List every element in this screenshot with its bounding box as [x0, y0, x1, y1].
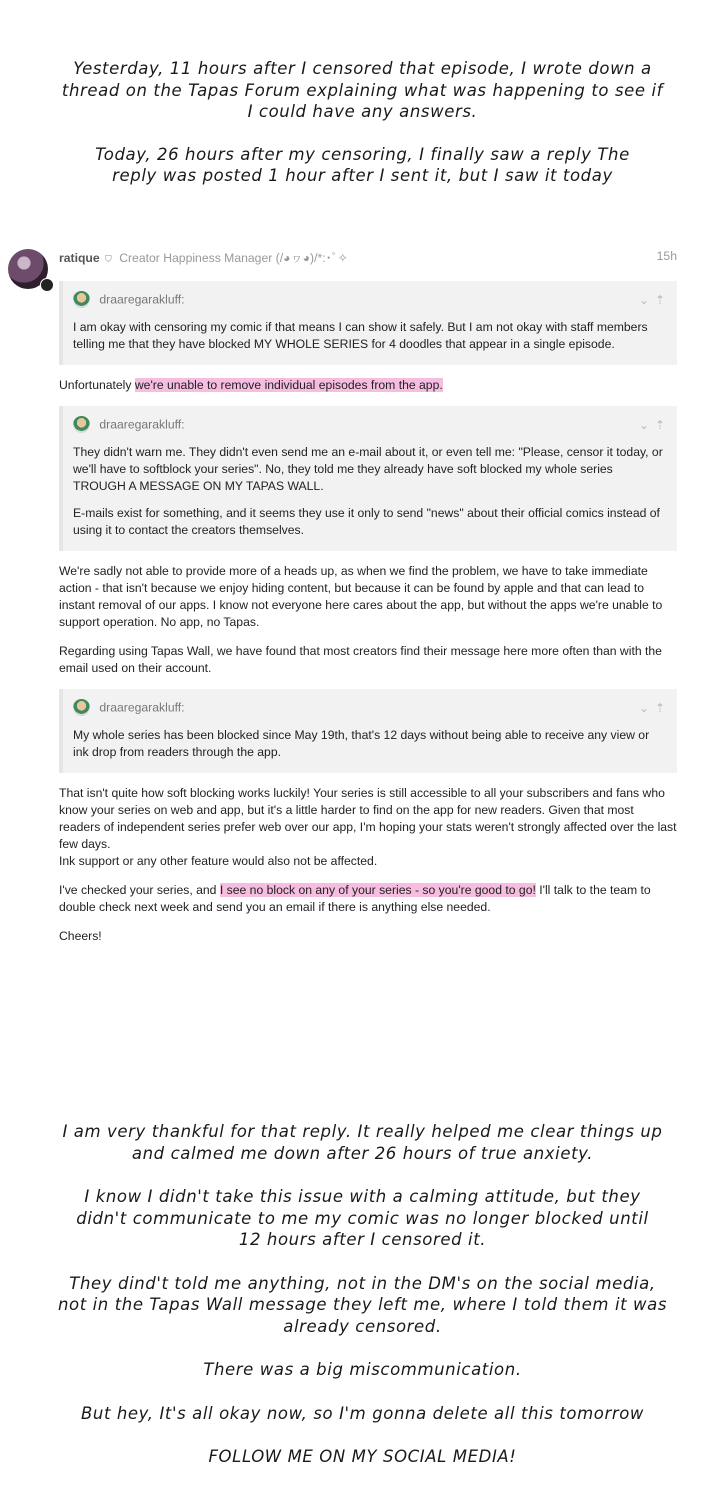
quote-block	[59, 406, 677, 551]
chevron-down-icon[interactable]: ⌄	[638, 701, 649, 715]
caption-line: Yesterday, 11 hours after I censored that episode, I wrote down a thread on the Tapas Forum explaining what was happening to see if I could have any answers.	[61, 59, 664, 121]
bottom-caption	[0, 1121, 725, 1490]
quote-avatar	[73, 416, 90, 433]
reply-paragraph	[59, 785, 677, 853]
caption-line: I am very thankful for that reply. It really helped me clear things up and calmed me down after 26 hours of true anxiety.	[62, 1122, 663, 1163]
highlighted-text: I see no block on any of your series - so you're good to go!	[219, 883, 536, 897]
quote-header	[73, 291, 665, 313]
quote-block	[59, 689, 677, 773]
reply-paragraph: Regarding using Tapas Wall, we have found that most creators find their message here more often than with the email used on their account.	[59, 644, 662, 675]
quote-text: My whole series has been blocked since May 19th, that's 12 days without being able to receive any view or ink drop from readers through the app.	[73, 728, 650, 759]
caption-line: I know I didn't take this issue with a calming attitude, but they didn't communicate to me my comic was no longer blocked until 12 hours after I censored it.	[76, 1187, 649, 1249]
post-header	[59, 249, 677, 265]
reply-text: Unfortunately	[59, 378, 135, 392]
caption-line: There was a big miscommunication.	[203, 1360, 522, 1379]
arrow-up-icon[interactable]: ⇡	[654, 701, 665, 715]
post-time[interactable]: 15h	[656, 249, 677, 263]
reply-text: That isn't quite how soft blocking works luckily! Your series is still accessible to all your subscribers and fans who know your series on web and app, but it's a little harder to find on the app for new readers. Given that most readers of independent series prefer web over our app, I'm hoping your stats weren't strongly affected over the last few days.	[59, 786, 677, 851]
caption-line: Today, 26 hours after my censoring, I finally saw a reply The reply was posted 1 hour after I sent it, but I saw it today	[95, 144, 630, 185]
quote-header	[73, 699, 665, 721]
reply-text: I've checked your series, and	[59, 883, 220, 897]
quote-text: E-mails exist for something, and it seems they use it only to send "news" about their official comics instead of using it to contact the creators themselves.	[73, 506, 660, 537]
chevron-down-icon[interactable]: ⌄	[638, 418, 649, 432]
quote-author: draaregarakluff:	[99, 700, 185, 715]
quote-text: They didn't warn me. They didn't even send me an e-mail about it, or even tell me: "Please, censor it today, or we'll have to softblock your series". No, they told me they already have soft blocked my whole series TROUGH A MESSAGE ON MY TAPAS WALL.	[73, 445, 663, 493]
sign-off: Cheers!	[59, 929, 102, 943]
arrow-up-icon[interactable]: ⇡	[654, 418, 665, 432]
user-title: Creator Happiness Manager (/◕ヮ◕)/*:･ﾟ✧	[119, 251, 349, 265]
caption-line: But hey, It's all okay now, so I'm gonna delete all this tomorrow	[80, 1403, 645, 1423]
quote-text: I am okay with censoring my comic if that means I can show it safely. But I am not okay with staff members telling me that they have blocked MY WHOLE SERIES for 4 doodles that appear in a single episode.	[73, 320, 648, 351]
reply-paragraph: We're sadly not able to provide more of a heads up, as when we find the problem, we have to take immediate action - that isn't because we enjoy hiding content, but because it can be found by apple and that can lead to instant removal of our apps. I know not everyone here cares about the app, but without the apps we're unable to support operation. No app, no Tapas.	[59, 564, 663, 629]
quote-avatar	[73, 291, 90, 308]
reply-paragraph	[59, 882, 677, 916]
username[interactable]: ratique	[59, 251, 100, 265]
shield-icon: ⛉	[105, 254, 112, 264]
caption-line: They dind't told me anything, not in the DM's on the social media, not in the Tapas Wall message they left me, where I told them it was already censored.	[57, 1273, 668, 1336]
chevron-down-icon[interactable]: ⌄	[638, 293, 649, 307]
badge-icon	[40, 278, 54, 292]
arrow-up-icon[interactable]: ⇡	[654, 293, 665, 307]
reply-text: I'll talk to the team to double check next week and send you an email if there is anything else needed.	[59, 883, 651, 914]
highlighted-text: we're unable to remove individual episodes from the app.	[134, 378, 443, 392]
reply-paragraph: Ink support or any other feature would also not be affected.	[59, 854, 378, 868]
caption-line: FOLLOW ME ON MY SOCIAL MEDIA!	[208, 1447, 517, 1466]
post-body	[59, 281, 677, 957]
quote-author: draaregarakluff:	[99, 417, 185, 432]
quote-header	[73, 416, 665, 438]
quote-avatar	[73, 699, 90, 716]
top-caption	[0, 58, 725, 208]
quote-block	[59, 281, 677, 365]
quote-author: draaregarakluff:	[99, 292, 185, 307]
reply-paragraph	[59, 377, 677, 394]
